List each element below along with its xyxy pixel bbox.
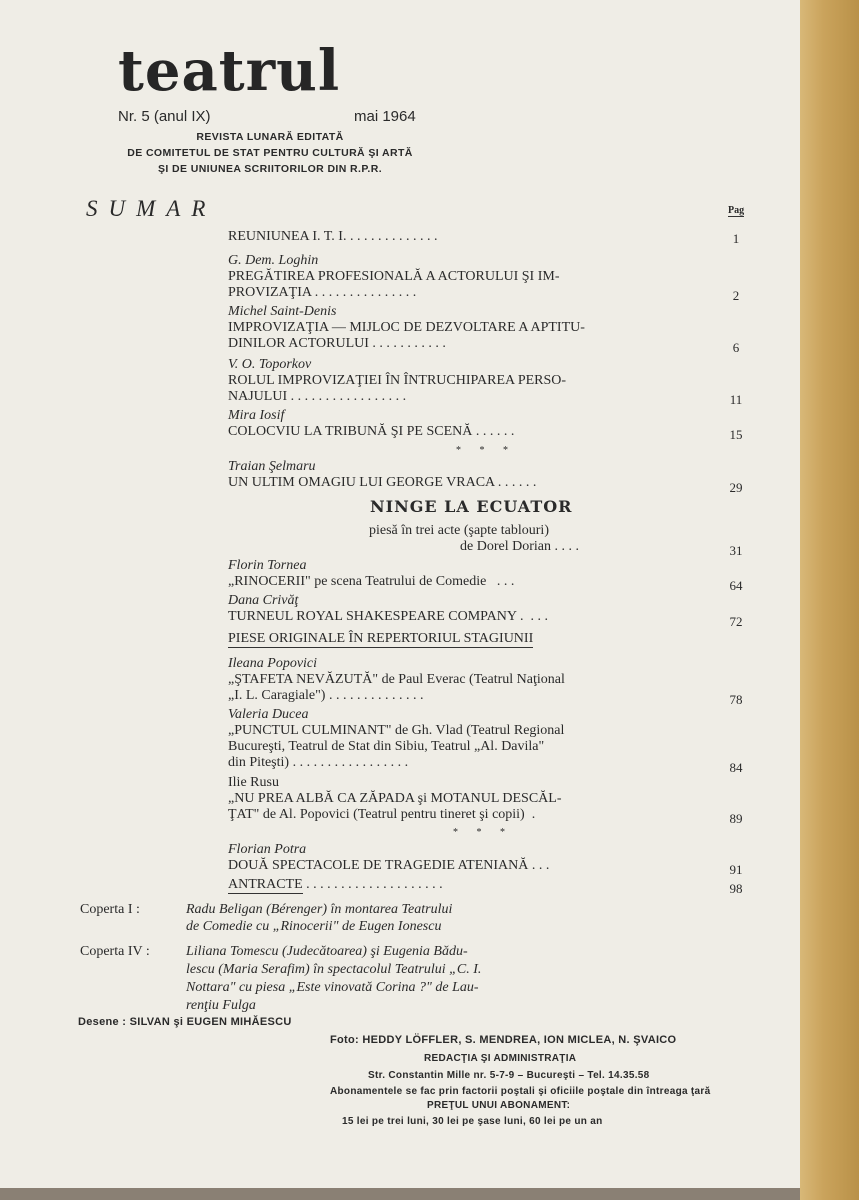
toc-title: „ŞTAFETA NEVĂZUTĂ" de Paul Everac (Teatrul Naţional [228, 672, 565, 687]
toc-title: REUNIUNEA I. T. I. [228, 229, 347, 244]
toc-author: V. O. Toporkov [228, 357, 312, 372]
toc-page: 1 [732, 231, 740, 246]
toc-title: NAJULUI [228, 389, 288, 404]
toc-entry: Florian Potra DOUĂ SPECTACOLE DE TRAGEDIE ATENIANĂ . . . [228, 842, 698, 874]
toc-entry: Ilie Rusu „NU PREA ALBĂ CA ZĂPADA şi MOTANUL DESCĂL- ŢAT" de Al. Popovici (Teatrul pentru tineret şi copii) . [228, 775, 698, 823]
cover4-label: Coperta IV : [80, 944, 150, 959]
toc-page: 29 [729, 480, 743, 495]
toc-title: „RINOCERII" pe scena Teatrului de Comedie [228, 574, 487, 589]
toc-entry: Valeria Ducea „PUNCTUL CULMINANT" de Gh. Vlad (Teatrul Regional Bucureşti, Teatrul de Stat din Sibiu, Teatrul „Al. Davila" din Piteşti) . . . . . . . . . . . . . . . . . [228, 707, 698, 771]
toc-entry: V. O. Toporkov ROLUL IMPROVIZAŢIEI ÎN ÎNTRUCHIPAREA PERSO- NAJULUI . . . . . . . . . . . . . . . . . [228, 357, 698, 405]
toc-author: Traian Şelmaru [228, 459, 316, 474]
sumar-heading: SUMAR [86, 196, 217, 221]
toc-entry: REUNIUNEA I. T. I. . . . . . . . . . . . . . [228, 229, 438, 244]
toc-title: PROVIZAŢIA [228, 285, 312, 300]
cover1-caption: Radu Beligan (Bérenger) în montarea Teatrului [186, 902, 453, 917]
toc-page: 91 [729, 862, 743, 877]
toc-entry: Michel Saint-Denis IMPROVIZAŢIA — MIJLOC DE DEZVOLTARE A APTITU- DINILOR ACTORULUI . . . . . . . . . . . [228, 304, 698, 352]
subscription-price-heading: PREŢUL UNUI ABONAMENT: [427, 1100, 571, 1111]
page-column-label: Pag [728, 205, 745, 216]
toc-author: Florin Tornea [228, 558, 307, 573]
toc-title: „PUNCTUL CULMINANT" de Gh. Vlad (Teatrul Regional [228, 723, 565, 738]
toc-author: Mira Iosif [228, 408, 285, 423]
toc-entry: Traian Şelmaru UN ULTIM OMAGIU LUI GEORGE VRACA . . . . . . [228, 459, 698, 491]
toc-page: 72 [729, 614, 743, 629]
toc-author: Ilie Rusu [228, 775, 279, 790]
toc-page: 84 [729, 760, 743, 775]
toc-title: DINILOR ACTORULUI [228, 336, 369, 351]
cover4-caption: renţiu Fulga [186, 998, 256, 1013]
toc-page: 11 [729, 392, 743, 407]
toc-title: PREGĂTIREA PROFESIONALĂ A ACTORULUI ŞI IM- [228, 269, 560, 284]
toc-entry: Dana Crivăţ TURNEUL ROYAL SHAKESPEARE COMPANY . . . . [228, 593, 698, 625]
toc-title: TURNEUL ROYAL SHAKESPEARE COMPANY [228, 609, 517, 624]
toc-title: IMPROVIZAŢIA — MIJLOC DE DEZVOLTARE A APTITU- [228, 320, 585, 335]
editorial-office: REDACŢIA ŞI ADMINISTRAŢIA [424, 1053, 577, 1064]
subtitle-line: DE COMITETUL DE STAT PENTRU CULTURĂ ŞI ARTĂ [127, 147, 413, 159]
toc-page: 64 [729, 578, 743, 593]
toc-entry: Ileana Popovici „ŞTAFETA NEVĂZUTĂ" de Paul Everac (Teatrul Naţional „I. L. Caragiale") . . . . . . . . . . . . . . [228, 656, 698, 704]
toc-entry: G. Dem. Loghin PREGĂTIREA PROFESIONALĂ A ACTORULUI ŞI IM- PROVIZAŢIA . . . . . . . . . . . . . . . [228, 253, 698, 301]
drawings-credit: Desene : SILVAN şi EUGEN MIHĂESCU [78, 1016, 292, 1028]
toc-page: 89 [729, 811, 743, 826]
toc-author: Florian Potra [228, 842, 307, 857]
toc-page: 2 [732, 288, 740, 303]
toc-subtitle: piesă în trei acte (şapte tablouri) [369, 523, 549, 538]
toc-page: 31 [729, 543, 743, 558]
toc-author: Valeria Ducea [228, 707, 309, 722]
toc-author: Ileana Popovici [228, 656, 318, 671]
masthead-title: teatrul [118, 38, 341, 104]
toc-entry: piesă în trei acte (şapte tablouri) de Dorel Dorian . . . . [369, 523, 699, 555]
page-bottom-edge [0, 1188, 800, 1200]
toc-title: „NU PREA ALBĂ CA ZĂPADA şi MOTANUL DESCĂL- [228, 791, 562, 806]
issue-date: mai 1964 [354, 108, 416, 125]
toc-page: 6 [732, 340, 740, 355]
toc-author: G. Dem. Loghin [228, 253, 319, 268]
toc-page: 98 [729, 881, 743, 896]
play-title: NINGE LA ECUATOR [370, 497, 573, 516]
issue-number: Nr. 5 (anul IX) [118, 108, 211, 125]
cover1-caption: de Comedie cu „Rinocerii" de Eugen Ionescu [186, 919, 442, 934]
toc-title: ANTRACTE [228, 877, 303, 892]
toc-entry: ANTRACTE . . . . . . . . . . . . . . . . . . . . [228, 877, 443, 892]
toc-entry: Florin Tornea „RINOCERII" pe scena Teatrului de Comedie . . . [228, 558, 698, 590]
toc-author: Michel Saint-Denis [228, 304, 337, 319]
cover1-label: Coperta I : [80, 902, 140, 917]
subtitle-line: ŞI DE UNIUNEA SCRIITORILOR DIN R.P.R. [157, 163, 383, 175]
toc-entry: Mira Iosif COLOCVIU LA TRIBUNĂ ŞI PE SCENĂ . . . . . . [228, 408, 698, 440]
cover4-caption: lescu (Maria Serafim) în spectacolul Teatrului „C. I. [186, 962, 482, 977]
section-heading [228, 631, 698, 648]
address: Str. Constantin Mille nr. 5-7-9 – Bucureşti – Tel. 14.35.58 [368, 1070, 650, 1081]
cover-edge [800, 0, 859, 1200]
photo-credit: Foto: HEDDY LÖFFLER, S. MENDREA, ION MICLEA, N. ŞVAICO [330, 1034, 677, 1046]
toc-title: „I. L. Caragiale") [228, 688, 326, 703]
toc-title: Bucureşti, Teatrul de Stat din Sibiu, Teatrul „Al. Davila" [228, 739, 545, 754]
section-title: PIESE ORIGINALE ÎN REPERTORIUL STAGIUNII [228, 631, 534, 646]
cover4-caption: Nottara" cu piesa „Este vinovată Corina ?" de Lau- [186, 980, 479, 995]
toc-title: DOUĂ SPECTACOLE DE TRAGEDIE ATENIANĂ [228, 858, 529, 873]
toc-subtitle: de Dorel Dorian [460, 539, 551, 554]
toc-title: COLOCVIU LA TRIBUNĂ ŞI PE SCENĂ [228, 424, 473, 439]
toc-title: ROLUL IMPROVIZAŢIEI ÎN ÎNTRUCHIPAREA PERSO- [228, 373, 567, 388]
separator-stars: * * * [456, 445, 516, 456]
subscriptions-note: Abonamentele se fac prin factorii poştali şi oficiile poştale din întreaga ţară [330, 1086, 711, 1097]
subscription-prices: 15 lei pe trei luni, 30 lei pe şase luni, 60 lei pe un an [342, 1116, 603, 1127]
separator-stars: * * * [453, 827, 513, 838]
toc-author: Dana Crivăţ [228, 593, 299, 608]
subtitle-line: REVISTA LUNARĂ EDITATĂ [196, 131, 344, 143]
toc-page: 78 [729, 692, 743, 707]
toc-title: ŢAT" de Al. Popovici (Teatrul pentru tineret şi copii) [228, 807, 525, 822]
toc-title: UN ULTIM OMAGIU LUI GEORGE VRACA [228, 475, 495, 490]
toc-title: din Piteşti) [228, 755, 290, 770]
cover4-caption: Liliana Tomescu (Judecătoarea) şi Eugenia Bădu- [186, 944, 468, 959]
toc-page: 15 [729, 427, 743, 442]
